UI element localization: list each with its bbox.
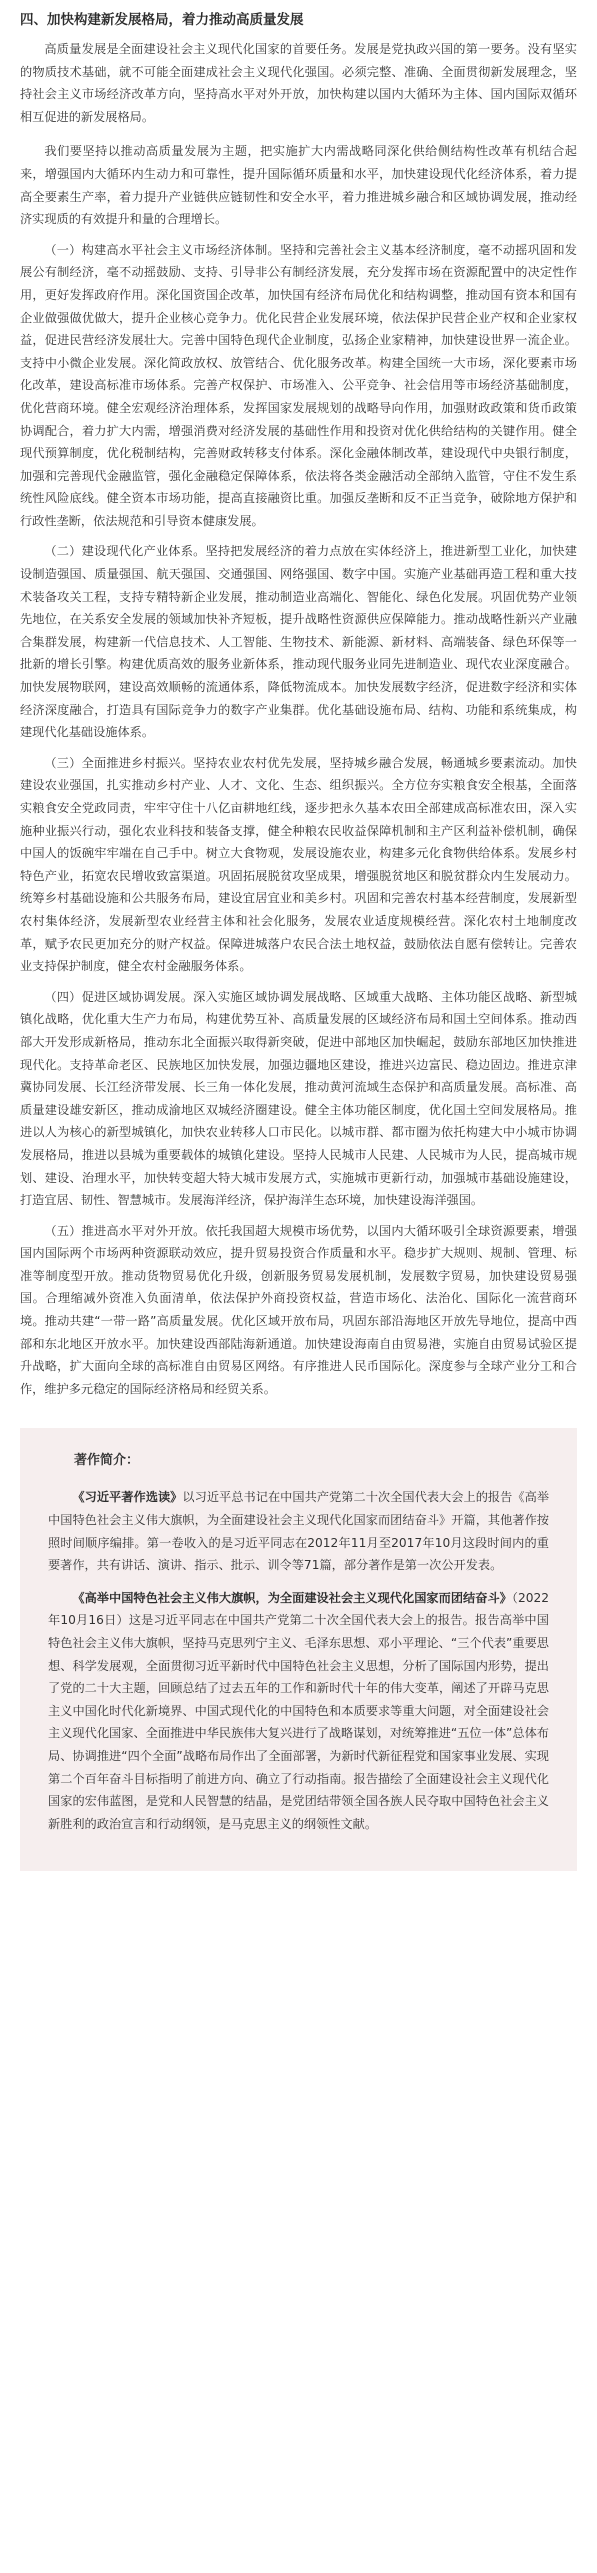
book-introduction-box (20, 1428, 577, 1871)
body-paragraph: （二）建设现代化产业体系。坚持把发展经济的着力点放在实体经济上，推进新型工业化，加快建设制造强国、质量强国、航天强国、交通强国、网络强国、数字中国。实施产业基础再造工程和重大技术装备攻关工程，支持专精特新企业发展，推动制造业高端化、智能化、绿色化发展。巩固优势产业领先地位，在关系安全发展的领域加快补齐短板，提升战略性资源供应保障能力。推动战略性新兴产业融合集群发展，构建新一代信息技术、人工智能、生物技术、新能源、新材料、高端装备、绿色环保等一批新的增长引擎。构建优质高效的服务业新体系，推动现代服务业同先进制造业、现代农业深度融合。加快发展物联网，建设高效顺畅的流通体系，降低物流成本。加快发展数字经济，促进数字经济和实体经济深度融合，打造具有国际竞争力的数字产业集群。优化基础设施布局、结构、功能和系统集成，构建现代化基础设施体系。 (20, 544, 577, 740)
book-introduction-text (48, 1486, 549, 1835)
book-title: 《习近平著作选读》 (72, 1490, 183, 1505)
body-paragraph: （三）全面推进乡村振兴。坚持农业农村优先发展，坚持城乡融合发展，畅通城乡要素流动。加快建设农业强国，扎实推动乡村产业、人才、文化、生态、组织振兴。全方位夯实粮食安全根基，全面落实粮食安全党政同责，牢牢守住十八亿亩耕地红线，逐步把永久基本农田全部建成高标准农田，深入实施种业振兴行动，强化农业科技和装备支撑，健全种粮农民收益保障机制和主产区利益补偿机制，确保中国人的饭碗牢牢端在自己手中。树立大食物观，发展设施农业，构建多元化食物供给体系。发展乡村特色产业，拓宽农民增收致富渠道。巩固拓展脱贫攻坚成果，增强脱贫地区和脱贫群众内生发展动力。统筹乡村基础设施和公共服务布局，建设宜居宜业和美乡村。巩固和完善农村基本经营制度，发展新型农村集体经济，发展新型农业经营主体和社会化服务，发展农业适度规模经营。深化农村土地制度改革，赋予农民更加充分的财产权益。保障进城落户农民合法土地权益，鼓励依法自愿有偿转让。完善农业支持保护制度，健全农村金融服务体系。 (20, 755, 577, 974)
introduction-paragraph (48, 1486, 549, 1576)
body-paragraph: （四）促进区域协调发展。深入实施区域协调发展战略、区域重大战略、主体功能区战略、新型城镇化战略，优化重大生产力布局，构建优势互补、高质量发展的区域经济布局和国土空间体系。推动西部大开发形成新格局，推动东北全面振兴取得新突破，促进中部地区加快崛起，鼓励东部地区加快推进现代化。支持革命老区、民族地区加快发展，加强边疆地区建设，推进兴边富民、稳边固边。推进京津冀协同发展、长江经济带发展、长三角一体化发展，推动黄河流域生态保护和高质量发展。高标准、高质量建设雄安新区，推动成渝地区双城经济圈建设。健全主体功能区制度，优化国土空间发展格局。推进以人为核心的新型城镇化，加快农业转移人口市民化。以城市群、都市圈为依托构建大中小城市协调发展格局，推进以县城为重要载体的城镇化建设。坚持人民城市人民建、人民城市为人民，提高城市规划、建设、治理水平，加快转变超大特大城市发展方式，实施城市更新行动，加强城市基础设施建设，打造宜居、韧性、智慧城市。发展海洋经济，保护海洋生态环境，加快建设海洋强国。 (20, 989, 577, 1208)
body-paragraph: （五）推进高水平对外开放。依托我国超大规模市场优势，以国内大循环吸引全球资源要素，增强国内国际两个市场两种资源联动效应，提升贸易投资合作质量和水平。稳步扩大规则、规制、管理、标准等制度型开放。推动货物贸易优化升级，创新服务贸易发展机制，发展数字贸易，加快建设贸易强国。合理缩减外资准入负面清单，依法保护外商投资权益，营造市场化、法治化、国际化一流营商环境。推动共建“一带一路”高质量发展。优化区域开放布局，巩固东部沿海地区开放先导地位，提高中西部和东北地区开放水平。加快建设西部陆海新通道。加快建设海南自由贸易港，实施自由贸易试验区提升战略，扩大面向全球的高标准自由贸易区网络。有序推进人民币国际化。深度参与全球产业分工和合作，维护多元稳定的国际经济格局和经贸关系。 (20, 1223, 577, 1396)
introduction-paragraph (48, 1587, 549, 1836)
report-title: 《高举中国特色社会主义伟大旗帜，为全面建设社会主义现代化国家而团结奋斗》 (72, 1590, 512, 1605)
body-paragraph: （一）构建高水平社会主义市场经济体制。坚持和完善社会主义基本经济制度，毫不动摇巩固和发展公有制经济，毫不动摇鼓励、支持、引导非公有制经济发展，充分发挥市场在资源配置中的决定性作用，更好发挥政府作用。深化国资国企改革，加快国有经济布局优化和结构调整，推动国有资本和国有企业做强做优做大，提升企业核心竞争力。优化民营企业发展环境，依法保护民营企业产权和企业家权益，促进民营经济发展壮大。完善中国特色现代企业制度，弘扬企业家精神，加快建设世界一流企业。支持中小微企业发展。深化简政放权、放管结合、优化服务改革。构建全国统一大市场，深化要素市场化改革，建设高标准市场体系。完善产权保护、市场准入、公平竞争、社会信用等市场经济基础制度，优化营商环境。健全宏观经济治理体系，发挥国家发展规划的战略导向作用，加强财政政策和货币政策协调配合，着力扩大内需，增强消费对经济发展的基础性作用和投资对优化供给结构的关键作用。健全现代预算制度，优化税制结构，完善财政转移支付体系。深化金融体制改革，建设现代中央银行制度，加强和完善现代金融监管，强化金融稳定保障体系，依法将各类金融活动全部纳入监管，守住不发生系统性风险底线。健全资本市场功能，提高直接融资比重。加强反垄断和反不正当竞争，破除地方保护和行政性垄断，依法规范和引导资本健康发展。 (20, 242, 577, 528)
book-introduction-title: 著作简介： (74, 1453, 140, 1469)
introduction-text: （2022年10月16日）这是习近平同志在中国共产党第二十次全国代表大会上的报告。报告高举中国特色社会主义伟大旗帜，坚持马克思列宁主义、毛泽东思想、邓小平理论、“三个代表”重要思想、科学发展观，全面贯彻习近平新时代中国特色社会主义思想，分析了国际国内形势，提出了党的二十大主题，回顾总结了过去五年的工作和新时代十年的伟大变革，阐述了开辟马克思主义中国化时代化新境界、中国式现代化的中国特色和本质要求等重大问题，对全面建设社会主义现代化国家、全面推进中华民族伟大复兴进行了战略谋划，对统筹推进“五位一体”总体布局、协调推进“四个全面”战略布局作出了全面部署，为新时代新征程党和国家事业发展、实现第二个百年奋斗目标指明了前进方向、确立了行动指南。报告描绘了全面建设社会主义现代化国家的宏伟蓝图，是党和人民智慧的结晶，是党团结带领全国各族人民夺取中国特色社会主义新胜利的政治宣言和行动纲领，是马克思主义的纲领性文献。 (48, 1590, 549, 1831)
article-body (20, 38, 577, 1400)
body-paragraph: 高质量发展是全面建设社会主义现代化国家的首要任务。发展是党执政兴国的第一要务。没有坚实的物质技术基础，就不可能全面建成社会主义现代化强国。必须完整、准确、全面贯彻新发展理念，坚持社会主义市场经济改革方向，坚持高水平对外开放，加快构建以国内大循环为主体、国内国际双循环相互促进的新发展格局。 (20, 42, 577, 124)
body-paragraph: 我们要坚持以推动高质量发展为主题，把实施扩大内需战略同深化供给侧结构性改革有机结合起来，增强国内大循环内生动力和可靠性，提升国际循环质量和水平，加快建设现代化经济体系，着力提高全要素生产率，着力提升产业链供应链韧性和安全水平，着力推进城乡融合和区域协调发展，推动经济实现质的有效提升和量的合理增长。 (20, 144, 577, 227)
introduction-text: 以习近平总书记在中国共产党第二十次全国代表大会上的报告《高举中国特色社会主义伟大旗帜，为全面建设社会主义现代化国家而团结奋斗》开篇，其他著作按照时间顺序编排。第一卷收入的是习近平同志在2012年11月至2017年10月这段时间内的重要著作，共有讲话、演讲、指示、批示、训令等71篇，部分著作是第一次公开发表。 (48, 1490, 550, 1573)
section-heading: 四、加快构建新发展格局，着力推动高质量发展 (20, 12, 304, 28)
